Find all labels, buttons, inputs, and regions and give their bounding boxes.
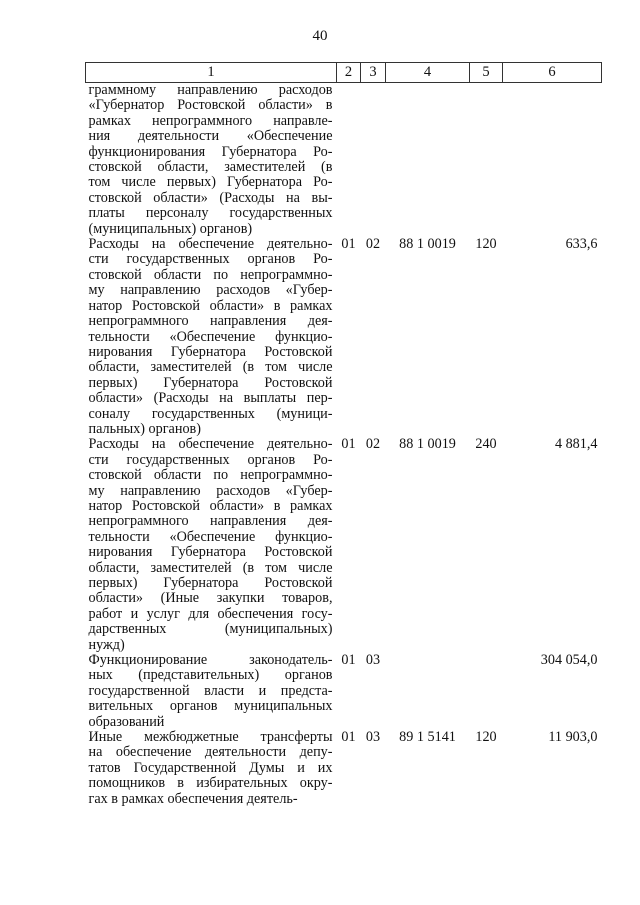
description-line: непрограммного направления дея- (88, 313, 333, 330)
row-section: 01 (341, 729, 356, 746)
description-line: гах в рамках обеспечения деятель- (88, 790, 298, 807)
column-header-target-article: 4 (386, 63, 470, 83)
description-line: области, заместителей (в том числе (88, 559, 333, 576)
description-line: стовской области по непрограммно- (88, 266, 333, 283)
description-line: образований (88, 713, 165, 730)
description-line: области, заместителей (в том числе (88, 359, 333, 376)
description-line: помощников в избирательных окру- (88, 775, 333, 792)
row-section: 01 (341, 436, 356, 453)
description-line: сти государственных органов Ро- (88, 451, 333, 468)
description-line: Функционирование законодатель- (88, 652, 333, 669)
row-amount: 4 881,4 (554, 436, 598, 453)
row-section (337, 83, 361, 238)
row-amount: 633,6 (565, 236, 598, 253)
table-row (86, 237, 602, 437)
description-line: области» (Иные закупки товаров, (88, 590, 333, 607)
description-line: стовской области по непрограммно- (88, 467, 333, 484)
row-target-article: 88 1 0019 (399, 236, 456, 253)
description-line: первых) Губернатора Ростовской (88, 374, 333, 391)
column-header-expense-type: 5 (470, 63, 503, 83)
row-subsection: 02 (365, 436, 381, 453)
row-subsection: 02 (365, 236, 381, 253)
description-line: первых) Губернатора Ростовской (88, 575, 333, 591)
description-line: татов Государственной Думы и их (88, 759, 333, 776)
row-subsection: 03 (365, 729, 381, 746)
row-expense-type: 240 (475, 436, 497, 453)
description-line: стовской области, заместителей (в (88, 159, 333, 176)
description-line: государственной власти и предста- (88, 682, 333, 699)
row-target-article: 89 1 5141 (399, 729, 456, 746)
description-line: тельности «Обеспечение функцио- (88, 328, 333, 345)
table-row (86, 437, 602, 653)
column-header-amount: 6 (503, 63, 602, 83)
description-line: на обеспечение деятельности депу- (88, 744, 333, 761)
table-row (86, 653, 602, 730)
table-header-row (86, 63, 602, 83)
row-description (86, 437, 337, 653)
row-description (86, 653, 337, 730)
row-expense-type: 120 (475, 729, 497, 746)
description-line: дарственных (муниципальных) (88, 621, 333, 638)
description-line: нужд) (88, 636, 125, 653)
description-line: му направлению расходов «Губер- (88, 482, 333, 499)
description-line: ных (представительных) органов (88, 667, 333, 684)
row-target-article: 88 1 0019 (399, 436, 456, 453)
description-line: (муниципальных) органов) (88, 220, 253, 237)
description-line: граммному направлению расходов (88, 82, 333, 98)
row-target-article (386, 83, 470, 238)
table-row (86, 730, 602, 807)
row-description (86, 237, 337, 437)
description-line: нирования Губернатора Ростовской (88, 343, 333, 360)
description-line: нирования Губернатора Ростовской (88, 544, 333, 561)
description-line: стовской области» (Расходы на вы- (88, 189, 333, 206)
description-line: му направлению расходов «Губер- (88, 282, 333, 299)
description-line: том числе первых) Губернатора Ро- (88, 174, 333, 191)
row-expense-type (470, 653, 503, 730)
row-description (86, 83, 337, 238)
description-line: Расходы на обеспечение деятельно- (88, 436, 333, 453)
description-line: области» (Расходы на выплаты пер- (88, 390, 333, 407)
row-section: 01 (341, 236, 356, 253)
row-section: 01 (341, 652, 356, 669)
description-line: сти государственных органов Ро- (88, 251, 333, 268)
table-row (86, 83, 602, 238)
column-header-section: 2 (337, 63, 361, 83)
row-subsection: 03 (365, 652, 381, 669)
description-line: «Губернатор Ростовской области» в (88, 97, 333, 114)
page-number: 40 (312, 28, 328, 44)
description-line: натор Ростовской области» в рамках (88, 497, 333, 514)
description-line: тельности «Обеспечение функцио- (88, 528, 333, 545)
description-line: Расходы на обеспечение деятельно- (88, 236, 333, 253)
column-header-subsection: 3 (361, 63, 386, 83)
description-line: вительных органов муниципальных (88, 698, 333, 715)
description-line: пальных) органов) (88, 420, 201, 437)
row-expense-type (470, 83, 503, 238)
description-line: соналу государственных (муници- (88, 405, 333, 422)
row-amount (503, 83, 602, 238)
description-line: натор Ростовской области» в рамках (88, 297, 333, 314)
description-line: ния деятельности «Обеспечение (88, 128, 333, 145)
description-line: непрограммного направления дея- (88, 513, 333, 530)
row-amount: 11 903,0 (548, 729, 598, 746)
row-subsection (361, 83, 386, 238)
column-header-description: 1 (86, 63, 337, 83)
row-amount: 304 054,0 (540, 652, 598, 669)
description-line: рамках непрограммного направле- (88, 112, 333, 129)
row-target-article (386, 653, 470, 730)
budget-table (85, 62, 602, 807)
row-expense-type: 120 (475, 236, 497, 253)
description-line: Иные межбюджетные трансферты (88, 729, 333, 746)
description-line: работ и услуг для обеспечения госу- (88, 605, 333, 622)
row-description (86, 730, 337, 807)
description-line: функционирования Губернатора Ро- (88, 143, 333, 160)
description-line: платы персоналу государственных (88, 205, 333, 222)
